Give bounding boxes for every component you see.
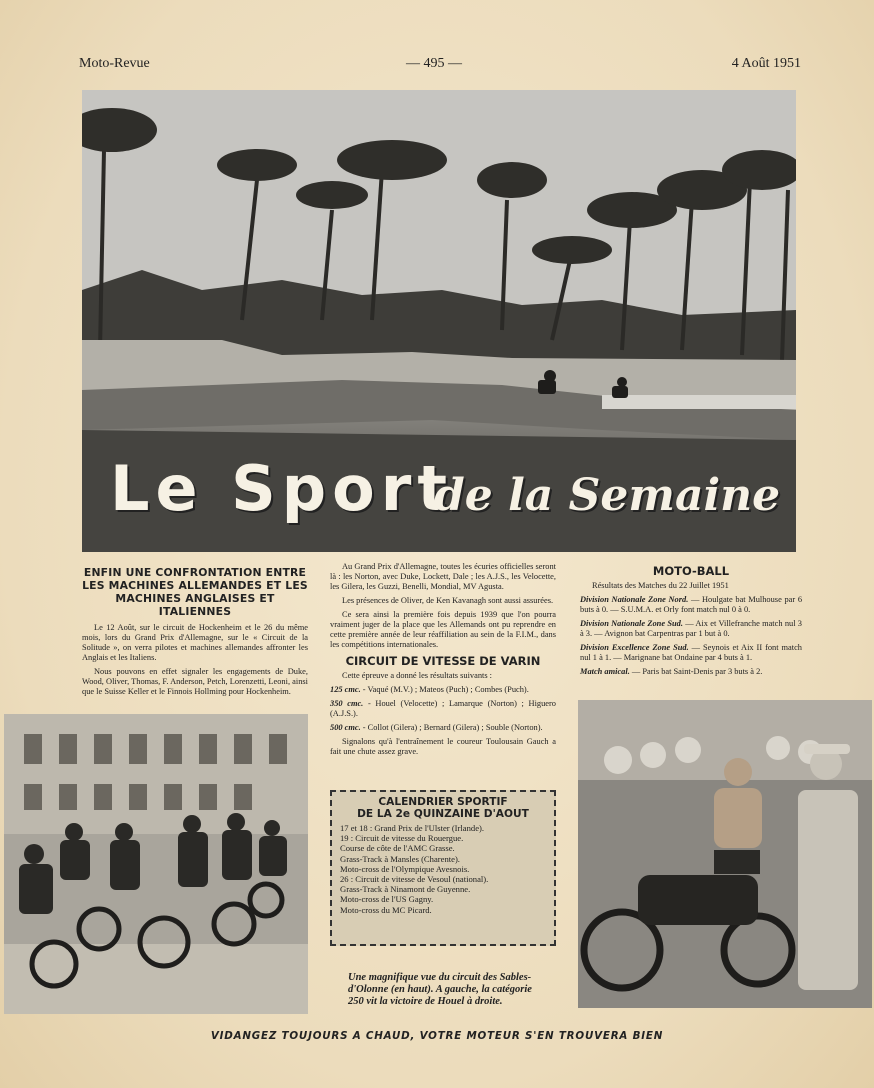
result-text: - Vaqué (M.V.) ; Mateos (Puch) ; Combes (Puch). <box>360 685 529 694</box>
article-paragraph: Le 12 Août, sur le circuit de Hockenheim et le 26 du même mois, lors du Grand Prix d'Allemagne, sur le « Circuit de la Solitude », on verra pilotes et machines allemandes affronter les Anglais et les Italiens. <box>82 623 308 662</box>
result-text: - Houel (Velocette) ; Lamarque (Norton) ; Higuero (A.J.S.). <box>330 699 556 718</box>
hero-title: Le Sport <box>110 452 453 525</box>
article-grand-prix <box>330 562 556 761</box>
article-paragraph: Nous pouvons en effet signaler les engagements de Duke, Wood, Oliver, Thomas, F. Anderson, Petch, Lorenzetti, Leoni, ainsi que le Suisse Keller et le Finnois Hollming pour Hockenheim. <box>82 667 308 696</box>
article-headline: ENFIN UNE CONFRONTATION ENTRE LES MACHINES ALLEMANDES ET LES MACHINES ANGLAISES ET ITALIENNES <box>82 566 308 618</box>
varin-closing: Signalons qu'à l'entraînement le coureur Toulousain Gauch a fait une chute assez grave. <box>330 737 556 756</box>
publication-name: Moto-Revue <box>79 56 150 71</box>
calendar-entry: Moto-cross du MC Picard. <box>340 904 432 915</box>
motoball-result <box>580 595 802 615</box>
division-name: Division Excellence Zone Sud. <box>580 643 689 652</box>
varin-section-title: CIRCUIT DE VITESSE DE VARIN <box>345 654 541 668</box>
motoball-result <box>580 667 802 677</box>
division-result: — Houlgate bat Mulhouse par 6 buts à 0. — S.U.M.A. et Orly font match nul 0 à 0. <box>580 595 803 614</box>
article-paragraph: Ce sera ainsi la première fois depuis 1939 que l'on pourra vraiment juger de la place que les Allemands ont pu reprendre en cette première année de leur réaffiliation au sein de la F.I.M., dans les compétitions internationales. <box>330 610 556 649</box>
motoball-intro: Résultats des Matches du 22 Juillet 1951 <box>592 581 729 590</box>
calendar-title-line1: CALENDRIER SPORTIF <box>378 796 508 808</box>
result-class: 350 cmc. <box>330 699 364 708</box>
sports-calendar <box>330 790 556 946</box>
calendar-entry: 19 : Circuit de vitesse du Rouergue. <box>340 833 464 844</box>
hero-subtitle: de la Semaine <box>434 470 781 521</box>
article-paragraph: Les présences de Oliver, de Ken Kavanagh sont aussi assurées. <box>342 596 554 605</box>
footer-slogan: VIDANGEZ TOUJOURS A CHAUD, VOTRE MOTEUR S'EN TROUVERA BIEN <box>210 1030 664 1042</box>
division-name: Division Nationale Zone Nord. <box>580 595 689 604</box>
article-paragraph: Au Grand Prix d'Allemagne, toutes les écuries officielles seront là : les Norton, avec Duke, Lockett, Dale ; les A.J.S., les Velocette, les Gilera, les Guzzi, Benelli, Mondial, MV Agusta. <box>330 562 556 591</box>
result-item <box>330 685 556 695</box>
hero-photo <box>82 90 796 552</box>
calendar-entry: Grass-Track à Ninamont de Guyenne. <box>340 884 471 895</box>
page-header <box>79 56 801 76</box>
riders-illustration <box>4 714 308 1014</box>
calendar-entry: Moto-cross de l'Olympique Avesnois. <box>340 863 470 874</box>
motoball-result <box>580 619 802 639</box>
issue-date: 4 Août 1951 <box>731 56 801 71</box>
calendar-entry: 17 et 18 : Grand Prix de l'Ulster (Irlande). <box>340 823 485 833</box>
calendar-entry: Grass-Track à Mansles (Charente). <box>340 853 460 864</box>
result-item <box>330 699 556 719</box>
winner-illustration <box>578 700 872 1008</box>
result-text: - Collot (Gilera) ; Bernard (Gilera) ; Souble (Norton). <box>360 723 543 732</box>
calendar-title-line2: DE LA 2e QUINZAINE D'AOUT <box>357 808 529 820</box>
motoball-result <box>580 643 802 663</box>
division-result: — Paris bat Saint-Denis par 3 buts à 2. <box>629 667 763 676</box>
calendar-entry: 26 : Circuit de vitesse de Vesoul (national). <box>340 874 489 885</box>
motoball-title: MOTO-BALL <box>652 564 730 578</box>
result-item <box>330 723 556 733</box>
photo-caption: Une magnifique vue du circuit des Sables-d'Olonne (en haut). A gauche, la catégorie 250 vit la victoire de Houel à droite. <box>348 972 532 1007</box>
division-result: — Aix et Villefranche match nul 3 à 3. — Avignon bat Carpentras par 1 but à 0. <box>580 619 802 638</box>
calendar-entry: Moto-cross de l'US Gagny. <box>340 894 434 905</box>
article-moto-ball <box>580 560 802 681</box>
page-number: — 495 — <box>406 56 462 71</box>
calendar-entry: Course de côte de l'AMC Grasse. <box>340 843 455 854</box>
division-name: Division Nationale Zone Sud. <box>580 619 683 628</box>
result-class: 125 cmc. <box>330 685 361 694</box>
calendar-title <box>340 796 546 820</box>
division-result: — Seynois et Aix II font match nul 1 à 1. — Marignane bat Ondaine par 4 buts à 1. <box>580 643 802 662</box>
photo-winner <box>578 700 872 1008</box>
varin-intro: Cette épreuve a donné les résultats suivants : <box>342 671 493 680</box>
result-class: 500 cmc. <box>330 723 361 732</box>
division-name: Match amical. <box>580 667 630 676</box>
photo-riders-start <box>4 714 308 1014</box>
article-confrontation <box>82 566 308 701</box>
